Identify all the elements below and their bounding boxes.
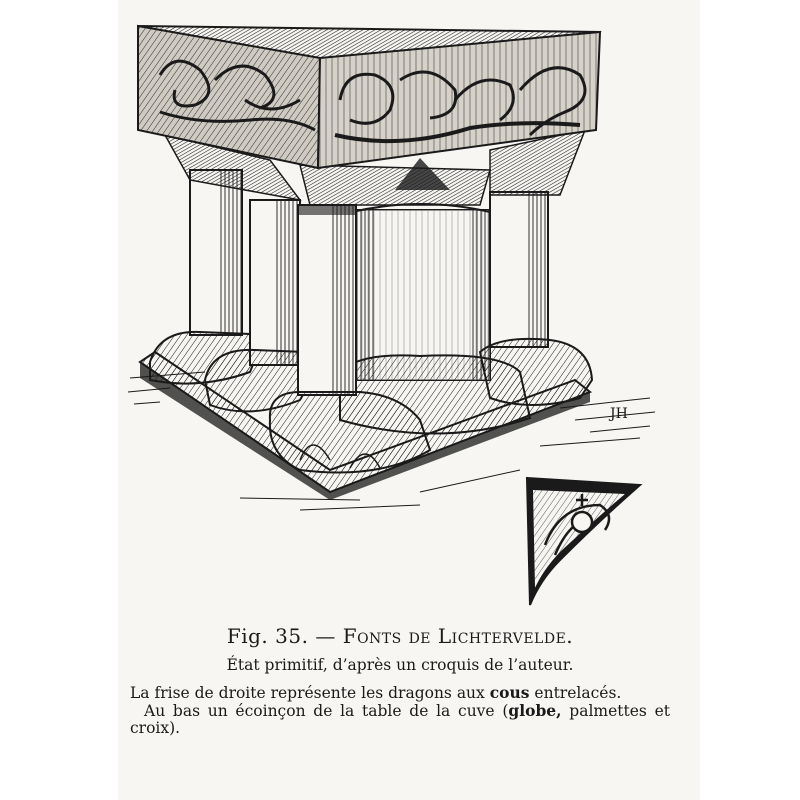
paragraph-1-text-b: entrelacés.	[529, 684, 622, 702]
caption-paragraph-2	[130, 702, 670, 737]
figure-title	[130, 622, 670, 650]
figure-label: Fig. 35. —	[226, 624, 336, 648]
central-drum	[352, 204, 490, 380]
paragraph-2-bold: globe,	[508, 701, 562, 720]
figure-subtitle: État primitif, d’après un croquis de l’auteur.	[226, 656, 574, 674]
paragraph-1-text-a: La frise de droite représente les dragons aux	[130, 684, 490, 702]
figure-caption	[130, 622, 670, 737]
paragraph-2-text-a: Au bas un écoinçon de la table de la cuve (	[144, 702, 509, 720]
column-back-right	[480, 192, 592, 405]
spandrel-detail	[527, 478, 640, 605]
paragraph-1-bold: cous	[489, 683, 530, 702]
figure-title-text: Fonts de Lichtervelde.	[342, 624, 574, 648]
artist-signature: JH	[610, 406, 628, 422]
paragraph-2-text-b: palmettes et croix).	[130, 702, 670, 737]
caption-paragraph-1	[130, 684, 670, 702]
